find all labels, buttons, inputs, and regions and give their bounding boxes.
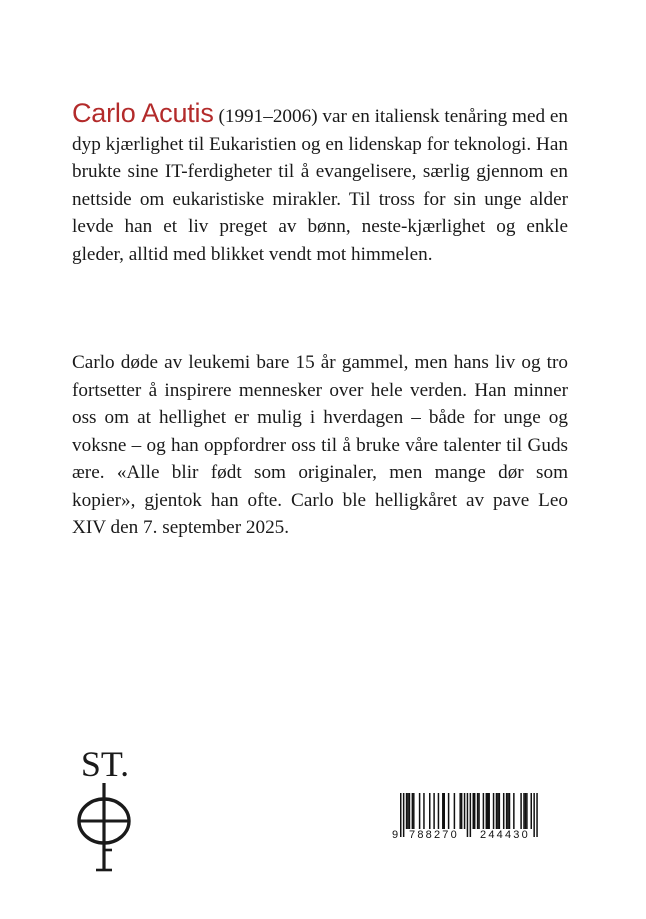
barcode-bar	[526, 793, 528, 829]
barcode-bar	[496, 793, 498, 829]
barcode-bar	[419, 793, 421, 829]
isbn-digits	[392, 828, 546, 842]
barcode-bar	[503, 793, 505, 829]
barcode-bar	[507, 793, 509, 829]
barcode-bar	[442, 793, 444, 829]
barcode-bar	[499, 793, 501, 829]
publisher-logo-letters: ST.	[80, 744, 130, 784]
barcode-bar	[531, 793, 533, 829]
author-name: Carlo Acutis	[72, 98, 214, 128]
barcode-bar	[407, 793, 409, 829]
barcode-bar	[413, 793, 415, 829]
barcode-bar	[493, 793, 495, 829]
barcode-bar	[473, 793, 475, 829]
barcode-bar	[423, 793, 425, 829]
barcode-bar	[464, 793, 466, 829]
barcode-bar	[477, 793, 479, 829]
barcode-bar	[487, 793, 489, 829]
isbn-lead-digit: 9	[392, 829, 399, 841]
barcode-bar	[509, 793, 511, 829]
barcode-bar	[444, 793, 446, 829]
description-paragraph-1-text: (1991–2006) var en italiensk tenåring med en dyp kjærlighet til Eukaristien og en lidenskap for teknologi. Han brukte sine IT-ferdigheter til å evangelisere, særlig gjennom en nettside om eukaristiske mirakler. Til tross for sin unge alder levde han et liv preget av bønn, neste-kjærlighet og enkle gleder, alltid med blikket vendt mot himmelen.	[72, 106, 569, 265]
barcode-bar	[513, 793, 515, 829]
barcode-bar	[483, 793, 485, 829]
barcode-bar	[412, 793, 414, 829]
isbn-barcode	[392, 793, 546, 849]
barcode-bar	[438, 793, 440, 829]
barcode-bar	[459, 793, 461, 829]
barcode-bar	[454, 793, 456, 829]
description-paragraph-1	[72, 100, 568, 268]
barcode-bar	[486, 793, 488, 829]
barcode-bar	[520, 793, 522, 829]
barcode-bar	[525, 793, 527, 829]
barcode-bar	[506, 793, 508, 829]
barcode-bar	[478, 793, 480, 829]
isbn-left-group: 788270	[409, 829, 459, 841]
isbn-right-group: 244430	[480, 829, 530, 841]
barcode-bar	[488, 793, 490, 829]
barcode-bar	[406, 793, 408, 829]
barcode-bar	[497, 793, 499, 829]
barcode-bar	[433, 793, 435, 829]
barcode-bar	[429, 793, 431, 829]
barcode-bar	[448, 793, 450, 829]
barcode-bar	[474, 793, 476, 829]
barcode-bar	[523, 793, 525, 829]
barcode-bar	[409, 793, 411, 829]
description-paragraph-2: Carlo døde av leukemi bare 15 år gammel, men hans liv og tro fortsetter å inspirere mennesker over hele verden. Han minner oss om at hellighet er mulig i hverdagen – både for unge og voksne – og han oppfordrer oss til å bruke våre talenter til Guds ære. «Alle blir født som originaler, men mange dør som kopier», gjentok han ofte. Carlo ble helligkåret av pave Leo XIV den 7. september 2025.	[72, 352, 568, 538]
publisher-logo-icon	[75, 738, 133, 880]
barcode-bar	[461, 793, 463, 829]
